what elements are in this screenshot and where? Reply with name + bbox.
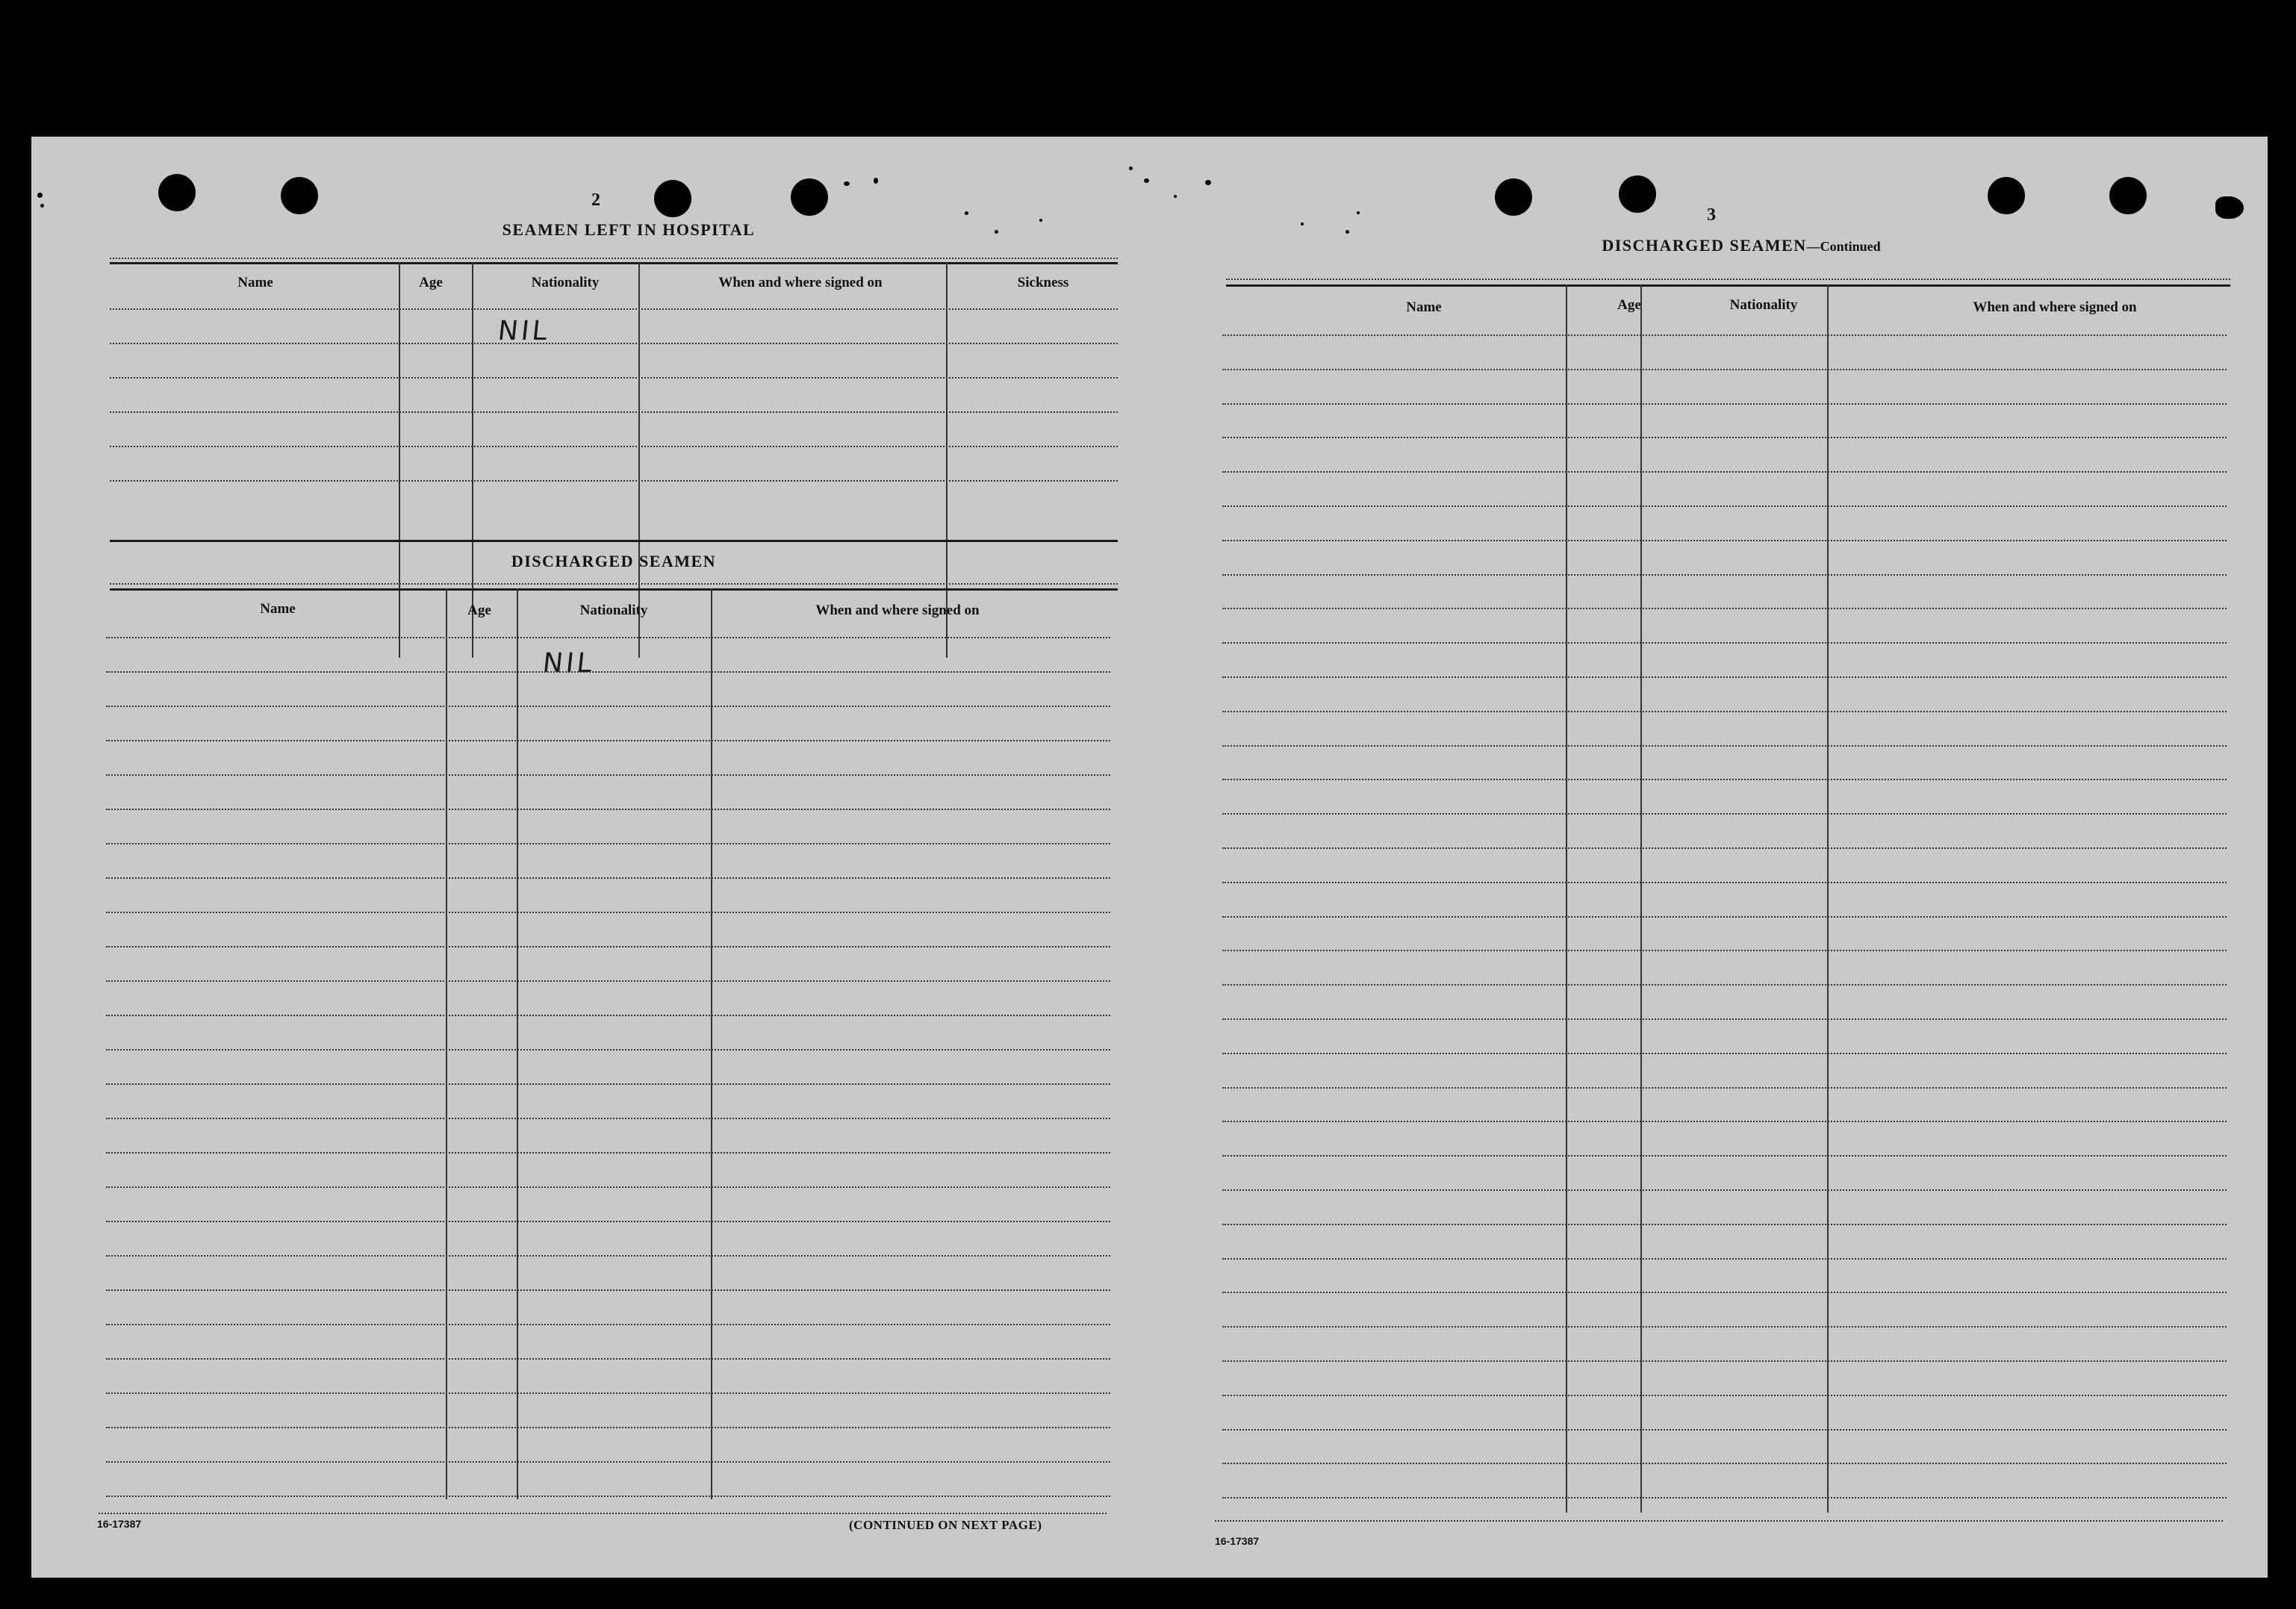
column-header-nationality: Nationality (1729, 297, 1798, 313)
entry-line (106, 1324, 1110, 1325)
column-header-name: Name (237, 275, 273, 290)
column-header-age: Age (467, 603, 491, 618)
entry-line (1222, 1395, 2227, 1396)
column-header-age: Age (419, 275, 443, 290)
speck (40, 204, 44, 208)
entry-line (110, 308, 1118, 310)
entry-line (1222, 471, 2227, 473)
punch-hole (654, 180, 691, 217)
entry-line (1222, 1224, 2227, 1225)
column-header-signed-on: When and where signed on (815, 603, 980, 618)
column-divider (1827, 284, 1829, 1513)
column-header-age: Age (1617, 297, 1641, 313)
speck (1174, 195, 1177, 198)
punch-hole (2109, 177, 2147, 214)
document-page (31, 137, 2268, 1578)
page-number: 3 (1707, 205, 1716, 225)
entry-line (1222, 1155, 2227, 1157)
punch-hole (791, 178, 828, 216)
entry-line (1222, 779, 2227, 780)
form-code: 16-17387 (97, 1518, 142, 1530)
form-code: 16-17387 (1215, 1535, 1260, 1547)
entry-line (1222, 642, 2227, 644)
punch-hole (1619, 175, 1656, 213)
entry-line (106, 1289, 1110, 1291)
punch-hole (2215, 196, 2244, 219)
entry-line (110, 411, 1118, 413)
entry-line (1222, 540, 2227, 541)
entry-line (106, 1496, 1110, 1497)
entry-line (1222, 1053, 2227, 1054)
entry-line (1222, 1087, 2227, 1089)
entry-line (110, 446, 1118, 447)
entry-line (1222, 950, 2227, 951)
continued-note: (CONTINUED ON NEXT PAGE) (849, 1518, 1042, 1532)
entry-line (106, 774, 1110, 776)
punch-hole (1495, 178, 1532, 216)
column-header-signed-on: When and where signed on (1973, 299, 2137, 315)
entry-line (1222, 1497, 2227, 1498)
discharged-continued-title (1555, 236, 1928, 255)
handwritten-entry: NIL (496, 316, 552, 346)
column-divider (711, 588, 712, 1499)
entry-line (1222, 608, 2227, 609)
entry-line (1222, 403, 2227, 405)
entry-line (106, 1083, 1110, 1085)
entry-line (110, 377, 1118, 379)
entry-line (1222, 574, 2227, 576)
speck (1301, 222, 1304, 225)
entry-line (1222, 916, 2227, 918)
rule (99, 1513, 1107, 1514)
entry-line (106, 1186, 1110, 1188)
entry-line (106, 1118, 1110, 1119)
speck (37, 193, 43, 198)
entry-line (1222, 1360, 2227, 1362)
entry-line (106, 980, 1110, 982)
entry-line (106, 946, 1110, 947)
speck (965, 211, 968, 215)
column-header-sickness: Sickness (1017, 275, 1069, 290)
speck (995, 230, 998, 234)
entry-line (106, 912, 1110, 913)
entry-line (106, 1221, 1110, 1222)
rule (1226, 278, 2230, 280)
speck (1345, 230, 1349, 234)
rule (1215, 1520, 2223, 1522)
entry-line (1222, 1018, 2227, 1020)
entry-line (1222, 1429, 2227, 1431)
entry-line (1222, 984, 2227, 986)
entry-line (106, 1015, 1110, 1016)
entry-line (1222, 1121, 2227, 1122)
entry-line (106, 671, 1110, 673)
entry-line (106, 1358, 1110, 1360)
entry-line (1222, 676, 2227, 678)
entry-line (1222, 1326, 2227, 1328)
entry-line (106, 1427, 1110, 1428)
hospital-section-title: SEAMEN LEFT IN HOSPITAL (502, 220, 756, 239)
entry-line (110, 343, 1118, 344)
column-divider (446, 588, 447, 1499)
entry-line (106, 637, 1110, 638)
punch-hole (281, 177, 318, 214)
entry-line (106, 809, 1110, 810)
entry-line (1222, 1463, 2227, 1464)
column-header-name: Name (260, 601, 296, 617)
column-divider (472, 262, 473, 658)
speck (1039, 219, 1042, 222)
rule (110, 540, 1118, 542)
punch-hole (158, 174, 196, 211)
entry-line (106, 706, 1110, 707)
column-divider (517, 588, 518, 1499)
handwritten-entry: NIL (541, 648, 597, 679)
entry-line (1222, 711, 2227, 712)
entry-line (106, 877, 1110, 879)
entry-line (1222, 1258, 2227, 1260)
title-suffix: —Continued (1806, 239, 1881, 254)
rule (110, 258, 1118, 259)
entry-line (1222, 847, 2227, 849)
entry-line (1222, 505, 2227, 507)
speck (874, 178, 878, 184)
entry-line (106, 1461, 1110, 1463)
rule (110, 588, 1118, 591)
column-header-nationality: Nationality (579, 603, 648, 618)
entry-line (1222, 813, 2227, 815)
speck (1357, 211, 1360, 214)
entry-line (110, 480, 1118, 482)
column-divider (638, 262, 640, 658)
discharged-section-title: DISCHARGED SEAMEN (511, 552, 717, 570)
entry-line (106, 740, 1110, 741)
entry-line (1222, 1189, 2227, 1191)
column-divider (1640, 284, 1642, 1513)
entry-line (1222, 1292, 2227, 1293)
title-text: DISCHARGED SEAMEN (1602, 236, 1807, 255)
speck (1144, 178, 1149, 183)
punch-hole (1988, 177, 2025, 214)
speck (1129, 166, 1133, 170)
entry-line (1222, 334, 2227, 336)
rule (110, 583, 1118, 585)
entry-line (1222, 882, 2227, 883)
rule (1226, 284, 2230, 287)
page-number: 2 (591, 190, 600, 210)
entry-line (1222, 745, 2227, 747)
column-header-nationality: Nationality (531, 275, 600, 290)
entry-line (1222, 437, 2227, 438)
column-header-name: Name (1406, 299, 1442, 315)
column-divider (399, 262, 400, 658)
rule (110, 262, 1118, 264)
entry-line (106, 1049, 1110, 1051)
entry-line (106, 1392, 1110, 1394)
entry-line (106, 1152, 1110, 1154)
entry-line (1222, 369, 2227, 370)
column-divider (946, 262, 948, 658)
speck (1205, 180, 1211, 185)
speck (844, 181, 850, 186)
column-header-signed-on: When and where signed on (718, 275, 883, 290)
column-divider (1566, 284, 1567, 1513)
entry-line (106, 843, 1110, 844)
entry-line (106, 1255, 1110, 1257)
